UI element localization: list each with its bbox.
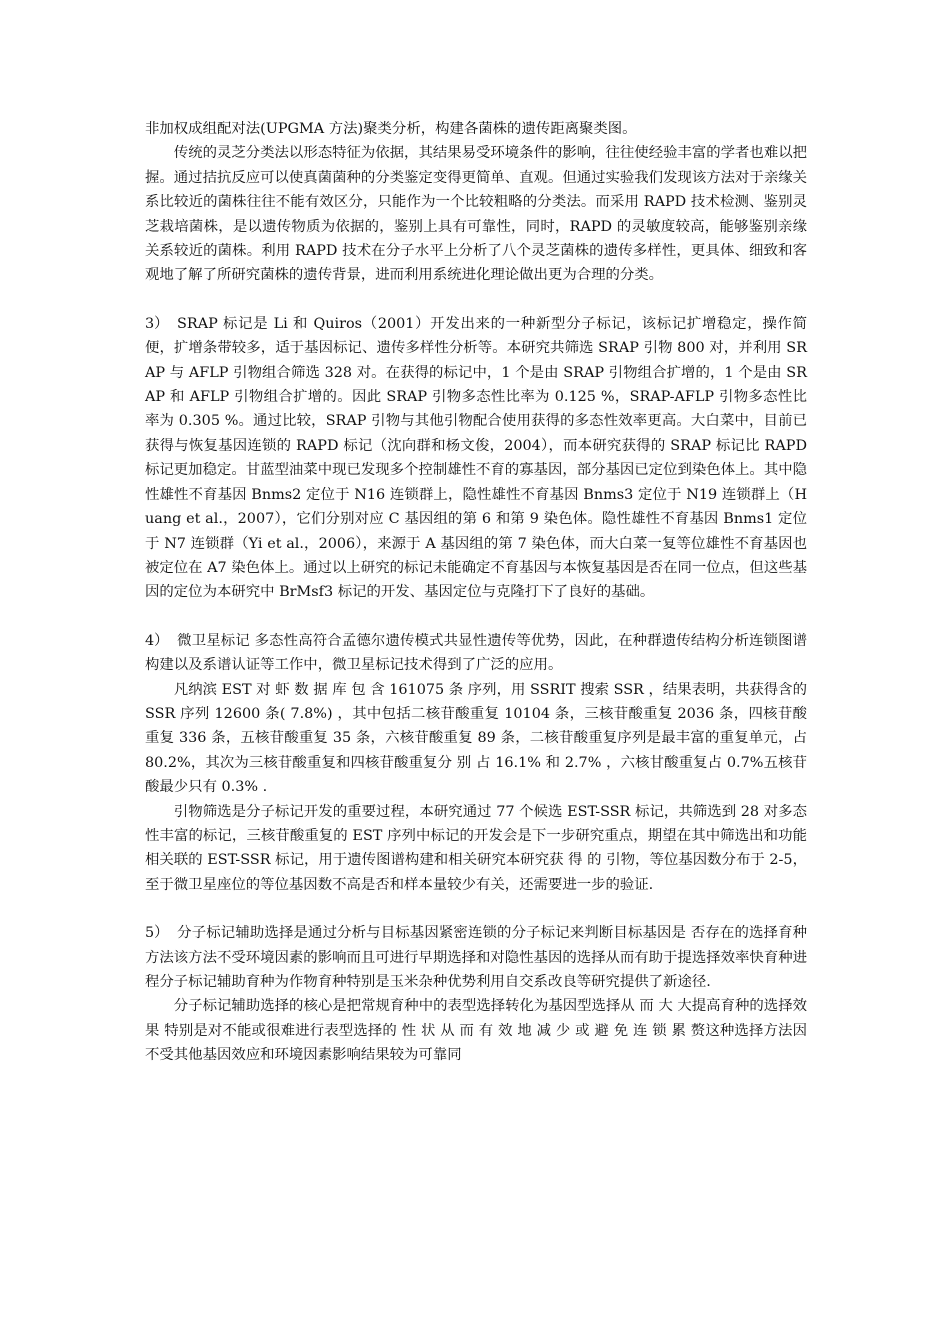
paragraph-text: 分子标记辅助选择是通过分析与目标基因紧密连锁的分子标记来判断目标基因是 否存在的选择育种方法该方法不受环境因素的影响而且可进行早期选择和对隐性基因的选择从而有助于提选择效率快育种进程分子标记辅助育种为作物育种特别是玉米杂种优势利用自交系改良等研究提供了新途径.: [145, 925, 807, 990]
paragraph-text: 微卫星标记 多态性高符合孟德尔遗传模式共显性遗传等优势，因此，在种群遗传结构分析连锁图谱构建以及系谱认证等工作中，微卫星标记技术得到了广泛的应用。: [145, 632, 807, 674]
paragraph-mas-core: [145, 994, 807, 1067]
paragraph-text: 非加权成组配对法(UPGMA 方法)聚类分析，构建各菌株的遗传距离聚类图。: [145, 121, 637, 137]
section-number: 5）: [145, 925, 169, 942]
paragraph-text: 传统的灵芝分类法以形态特征为依据，其结果易受环境条件的影响，往往使经验丰富的学者也难以把握。通过拮抗反应可以使真菌菌种的分类鉴定变得更简单、直观。但通过实验我们发现该方法对于亲缘关系比较近的菌株往往不能有效区分，只能作为一个比较粗略的分类法。而采用 RAPD 技术检测、鉴别灵芝栽培菌株，是以遗传物质为依据的，鉴别上具有可靠性，同时，RAPD 的灵敏度较高，能够鉴别亲缘关系较近的菌株。利用 RAPD 技术在分子水平上分析了八个灵芝菌株的遗传多样性，更具体、细致和客观地了解了所研究菌株的遗传背景，进而利用系统进化理论做出更为合理的分类。: [145, 145, 807, 284]
section-3-srap: [145, 312, 807, 605]
section-4-microsatellite: [145, 629, 807, 678]
paragraph-text: 分子标记辅助选择的核心是把常规育种中的表型选择转化为基因型选择从 而 大 大提高育种的选择效 果 特别是对不能或很难进行表型选择的 性 状 从 而 有 效 地 减 少 或 避 免 连 锁 累 赘这种选择方法因不受其他基因效应和环境因素影响结果较为可靠同: [145, 998, 807, 1064]
paragraph-text: 凡纳滨 EST 对 虾 数 据 库 包 含 161075 条 序列，用 SSRIT 搜索 SSR ，结果表明，共获得含的 SSR 序列 12600 条( 7.8%) ，其中包括二核苷酸重复 10104 条，三核苷酸重复 2036 条，四核苷酸重复 336 条，五核苷酸重复 35 条，六核苷酸重复 89 条，二核苷酸重复序列是最丰富的重复单元，占 80.2%，其次为三核苷酸重复和四核苷酸重复分 别 占 16.1% 和 2.7% ，六核甘酸重复占 0.7%五核苷酸最少只有 0.3% .: [145, 681, 807, 796]
paragraph-spacer: [145, 897, 807, 921]
paragraph-ganoderma-classification: [145, 141, 807, 287]
section-number: 4）: [145, 632, 169, 649]
paragraph-spacer: [145, 605, 807, 629]
paragraph-text: SRAP 标记是 Li 和 Quiros（2001）开发出来的一种新型分子标记，该标记扩增稳定，操作简便，扩增条带较多，适于基因标记、遗传多样性分析等。本研究共筛选 SRAP 引物 800 对，并利用 SRAP 与 AFLP 引物组合筛选 328 对。在获得的标记中，1 个是由 SRAP 引物组合扩增的，1 个是由 SRAP 和 AFLP 引物组合扩增的。因此 SRAP 引物多态性比率为 0.125 %，SRAP-AFLP 引物多态性比率为 0.305 %。通过比较，SRAP 引物与其他引物配合使用获得的多态性效率更高。大白菜中，目前已获得与恢复基因连锁的 RAPD 标记（沈向群和杨文俊，2004），而本研究获得的 SRAP 标记比 RAPD 标记更加稳定。甘蓝型油菜中现已发现多个控制雄性不育的寡基因，部分基因已定位到染色体上。其中隐性雄性不育基因 Bnms2 定位于 N16 连锁群上，隐性雄性不育基因 Bnms3 定位于 N19 连锁群上（Huang et al.，2007），它们分别对应 C 基因组的第 6 和第 9 染色体。隐性雄性不育基因 Bnms1 定位于 N7 连锁群（Yi et al.，2006），来源于 A 基因组的第 7 染色体，而大白菜一复等位雄性不育基因也被定位在 A7 染色体上。通过以上研究的标记未能确定不育基因与本恢复基因是否在同一位点，但这些基因的定位为本研究中 BrMsf3 标记的开发、基因定位与克隆打下了良好的基础。: [145, 315, 807, 601]
section-number: 3）: [145, 315, 169, 332]
document-page: [145, 117, 807, 1068]
section-5-marker-assisted-selection: [145, 921, 807, 994]
paragraph-primer-screening: [145, 800, 807, 898]
paragraph-est-database: [145, 678, 807, 800]
paragraph-text: 引物筛选是分子标记开发的重要过程，本研究通过 77 个候选 EST-SSR 标记，共筛选到 28 对多态性丰富的标记，三核苷酸重复的 EST 序列中标记的开发会是下一步研究重点，期望在其中筛选出和功能相关联的 EST-SSR 标记，用于遗传图谱构建和相关研究本研究获 得 的 引物，等位基因数分布于 2-5，至于微卫星座位的等位基因数不高是否和样本量较少有关，还需要进一步的验证.: [145, 803, 807, 893]
paragraph-upgma-summary: [145, 117, 807, 141]
paragraph-spacer: [145, 288, 807, 312]
